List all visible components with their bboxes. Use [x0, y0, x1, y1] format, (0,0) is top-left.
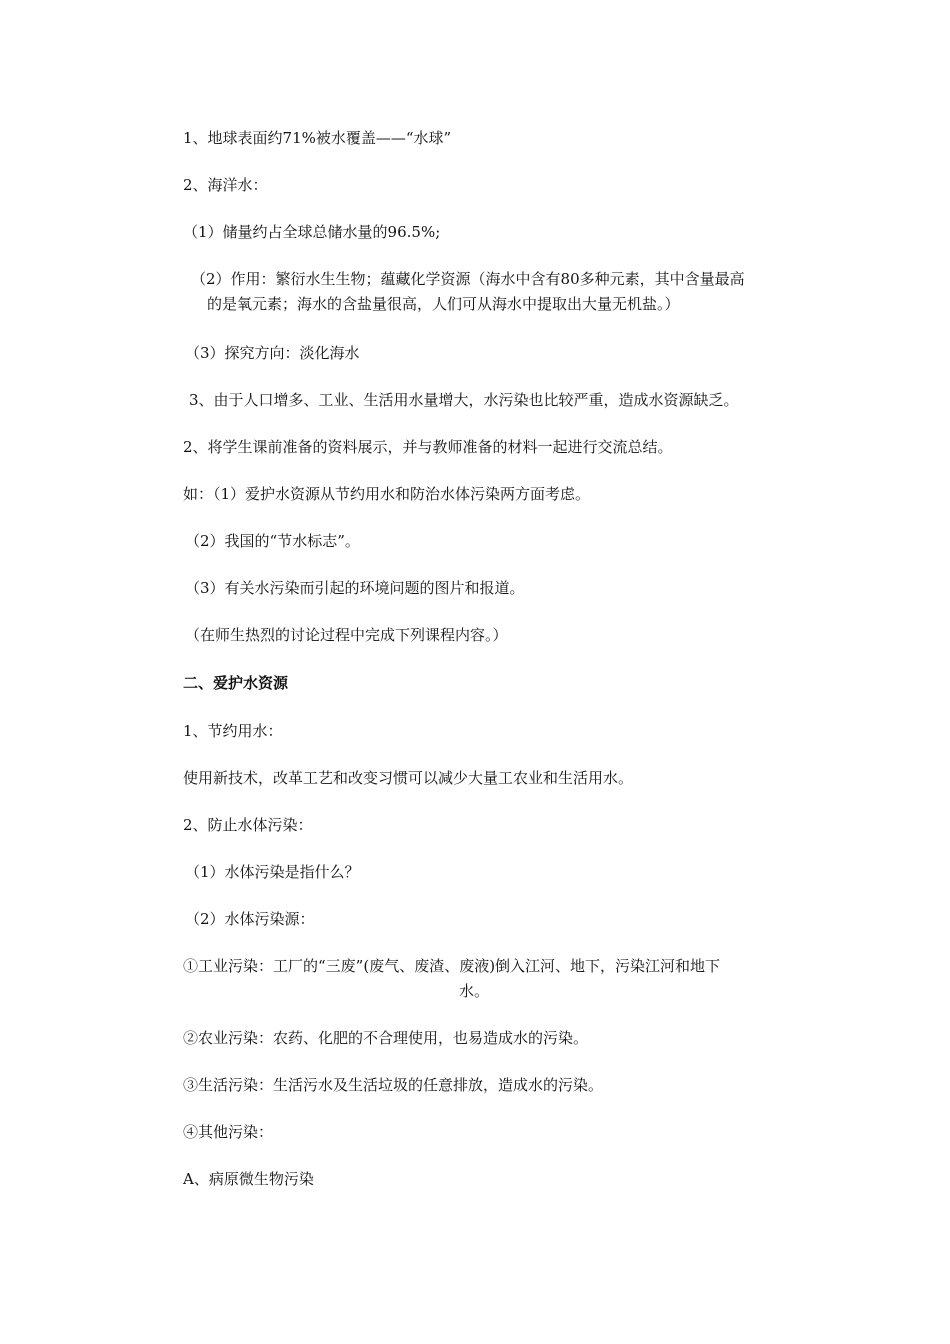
text-line-discussion: （在师生热烈的讨论过程中完成下列课程内容。） — [185, 626, 508, 644]
text-line-example-1: 如：（1）爱护水资源从节约用水和防治水体污染两方面考虑。 — [183, 485, 591, 503]
text-line-storage: （1）储量约占全球总储水量的96.5%; — [183, 223, 441, 241]
text-line-pollution-source: （2）水体污染源： — [185, 910, 315, 928]
text-line-new-tech: 使用新技术，改革工艺和改变习惯可以减少大量工农业和生活用水。 — [183, 769, 634, 787]
text-line-save-water: 1、节约用水： — [183, 722, 283, 740]
text-line-materials: 2、将学生课前准备的资料展示，并与教师准备的材料一起进行交流总结。 — [183, 438, 673, 456]
section-heading-protect-water: 二、爱护水资源 — [183, 674, 289, 692]
text-line-example-3: （3）有关水污染而引起的环境问题的图片和报道。 — [185, 579, 525, 597]
text-line-function: （2）作用：繁衍水生生物；蕴藏化学资源（海水中含有80多种元素，其中含量最高 — [191, 270, 745, 288]
text-line-earth-water: 1、地球表面约71%被水覆盖——“水球” — [183, 129, 452, 147]
text-line-pathogen: A、病原微生物污染 — [183, 1170, 314, 1188]
text-line-industrial: ①工业污染：工厂的“三废”(废气、废渣、废液)倒入江河、地下，污染江河和地下 — [183, 957, 721, 975]
text-line-ocean-water: 2、海洋水： — [183, 176, 268, 194]
text-line-explore: （3）探究方向：淡化海水 — [185, 344, 360, 362]
text-line-industrial-cont: 水。 — [459, 982, 490, 1000]
text-line-domestic: ③生活污染：生活污水及生活垃圾的任意排放，造成水的污染。 — [183, 1076, 604, 1094]
text-line-example-2: （2）我国的“节水标志”。 — [185, 532, 360, 550]
text-line-function-cont: 的是氧元素；海水的含盐量很高，人们可从海水中提取出大量无机盐。） — [207, 295, 680, 313]
text-line-pollution-question: （1）水体污染是指什么？ — [185, 863, 360, 881]
text-line-prevent-pollution: 2、防止水体污染： — [183, 816, 313, 834]
text-line-agricultural: ②农业污染：农药、化肥的不合理使用，也易造成水的污染。 — [183, 1029, 589, 1047]
text-line-pollution-cause: 3、由于人口增多、工业、生活用水量增大，水污染也比较严重，造成水资源缺乏。 — [189, 391, 739, 409]
text-line-other: ④其他污染： — [183, 1123, 274, 1141]
